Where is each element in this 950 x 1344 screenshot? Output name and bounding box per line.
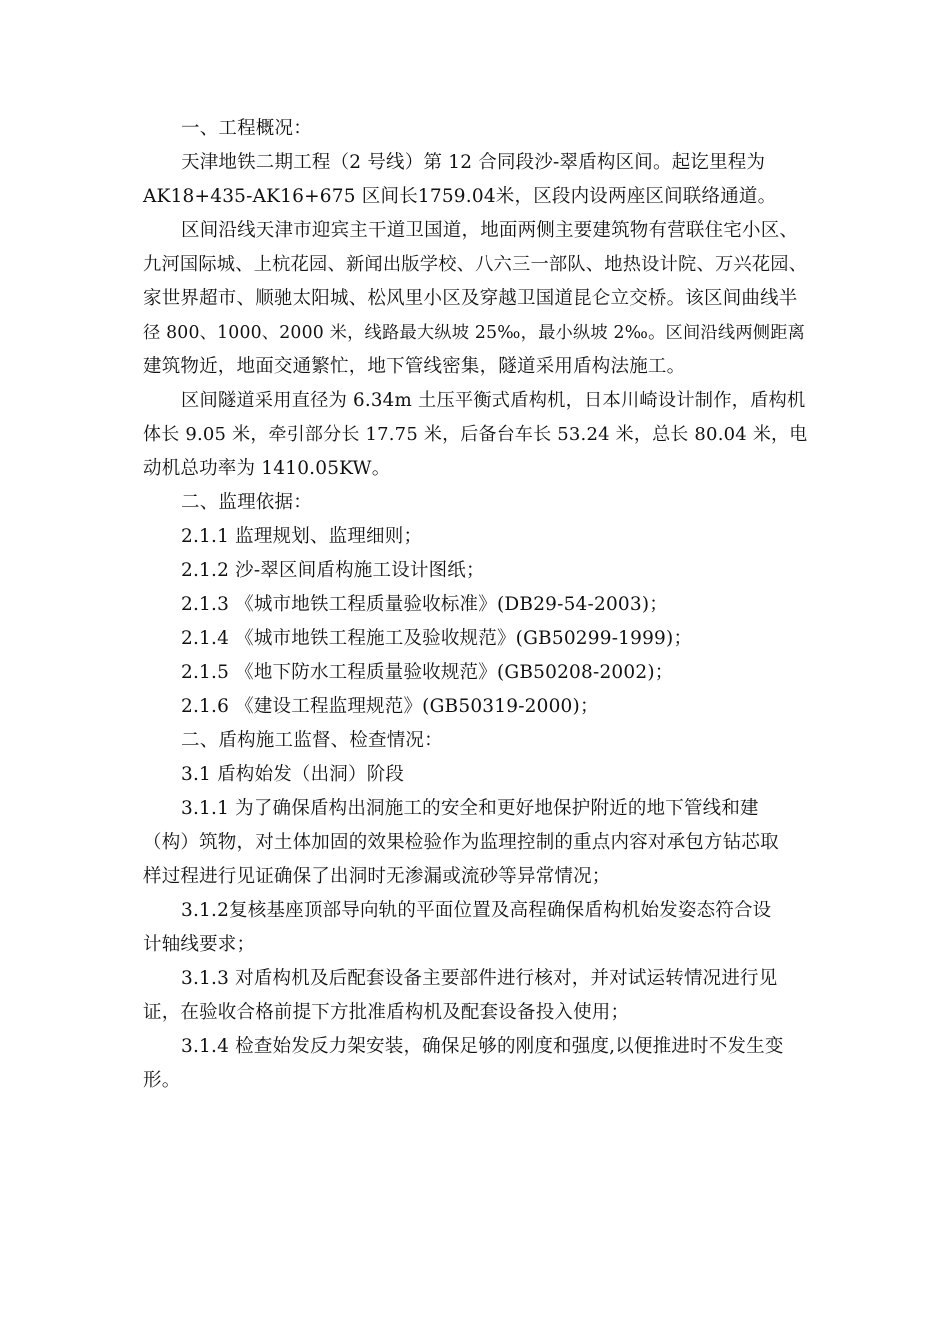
text-line: 建筑物近，地面交通繁忙，地下管线密集，隧道采用盾构法施工。 bbox=[143, 356, 686, 377]
text-line: 九河国际城、上杭花园、新闻出版学校、八六三一部队、地热设计院、万兴花园、 bbox=[143, 254, 808, 275]
text-line: 3.1 盾构始发（出洞）阶段 bbox=[181, 764, 405, 785]
text-line: 天津地铁二期工程（2 号线）第 12 合同段沙-翠盾构区间。起讫里程为 bbox=[181, 152, 766, 173]
text-line: 动机总功率为 1410.05KW。 bbox=[143, 458, 391, 479]
text-line: 证，在验收合格前提下方批准盾构机及配套设备投入使用； bbox=[143, 1002, 630, 1023]
document-body bbox=[143, 112, 813, 1098]
text-line: 一、工程概况： bbox=[181, 118, 312, 139]
text-line: 3.1.2复核基座顶部导向轨的平面位置及高程确保盾构机始发姿态符合设 bbox=[181, 900, 772, 921]
text-line: 2.1.5 《地下防水工程质量验收规范》(GB50208-2002)； bbox=[181, 662, 674, 683]
text-line: 3.1.3 对盾构机及后配套设备主要部件进行核对，并对试运转情况进行见 bbox=[181, 968, 778, 989]
text-line: 计轴线要求； bbox=[143, 934, 256, 955]
text-line: 形。 bbox=[143, 1070, 181, 1091]
text-line: 家世界超市、顺驰太阳城、松风里小区及穿越卫国道昆仑立交桥。该区间曲线半 bbox=[143, 288, 798, 309]
text-line: 样过程进行见证确保了出洞时无渗漏或流砂等异常情况； bbox=[143, 866, 611, 887]
text-line: 径 800、1000、2000 米，线路最大纵坡 25‰，最小纵坡 2‰。区间沿线两侧距离 bbox=[143, 323, 806, 343]
text-line: 3.1.4 检查始发反力架安装，确保足够的刚度和强度,以便推进时不发生变 bbox=[181, 1036, 784, 1057]
text-line: 二、盾构施工监督、检查情况： bbox=[181, 730, 443, 751]
text-line: 2.1.4 《城市地铁工程施工及验收规范》(GB50299-1999)； bbox=[181, 628, 693, 649]
text-line: 3.1.1 为了确保盾构出洞施工的安全和更好地保护附近的地下管线和建 bbox=[181, 798, 759, 819]
text-line: 2.1.3 《城市地铁工程质量验收标准》(DB29-54-2003)； bbox=[181, 594, 668, 615]
text-line: 2.1.6 《建设工程监理规范》(GB50319-2000)； bbox=[181, 696, 599, 717]
text-line: 体长 9.05 米，牵引部分长 17.75 米，后备台车长 53.24 米，总长 80.04 米，电 bbox=[143, 424, 808, 445]
text-line: 区间隧道采用直径为 6.34m 土压平衡式盾构机，日本川崎设计制作，盾构机 bbox=[181, 390, 806, 411]
text-line: 2.1.2 沙-翠区间盾构施工设计图纸； bbox=[181, 560, 485, 581]
text-line: （构）筑物，对土体加固的效果检验作为监理控制的重点内容对承包方钻芯取 bbox=[143, 832, 779, 853]
text-line: 二、监理依据： bbox=[181, 492, 312, 513]
text-line: 2.1.1 监理规划、监理细则； bbox=[181, 526, 423, 547]
text-line: AK18+435-AK16+675 区间长1759.04米，区段内设两座区间联络通道。 bbox=[143, 186, 777, 207]
text-line: 区间沿线天津市迎宾主干道卫国道，地面两侧主要建筑物有营联住宅小区、 bbox=[181, 220, 799, 241]
